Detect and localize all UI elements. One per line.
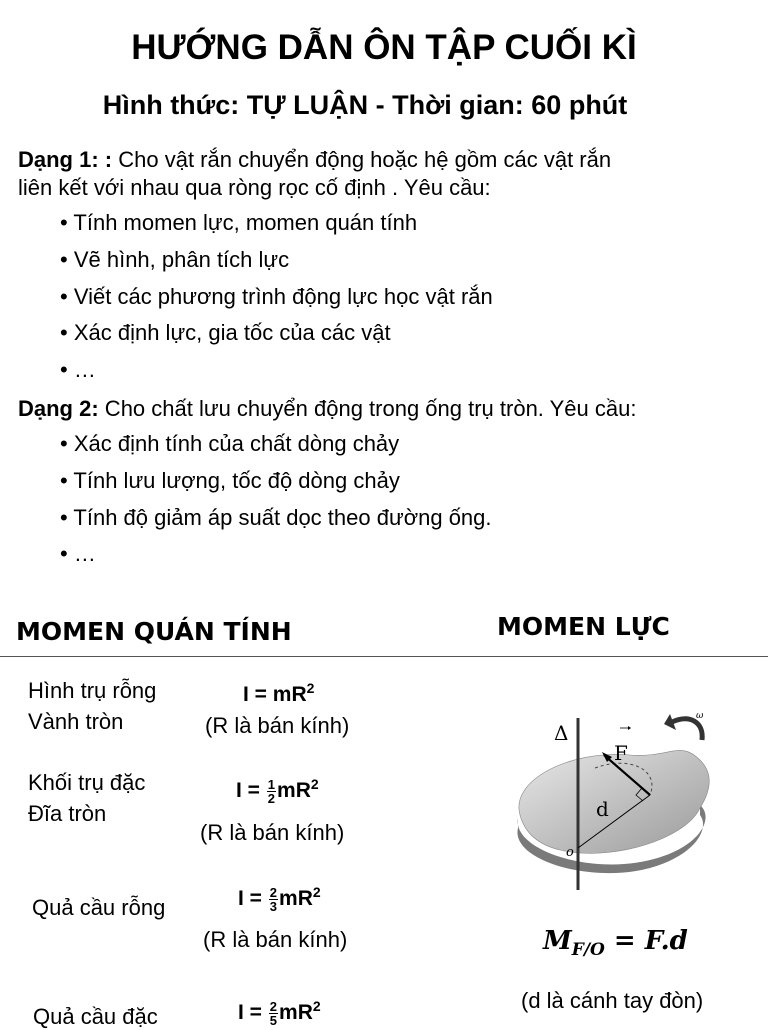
torque-diagram <box>500 700 730 900</box>
page-subtitle: Hình thức: TỰ LUẬN - Thời gian: 60 phút <box>102 90 628 120</box>
force-label: F <box>614 741 628 765</box>
torque-formula: $M_{F/O} = F.d$ <box>543 926 688 961</box>
inertia-shape: Hình trụ rỗng <box>28 678 157 703</box>
section-divider <box>0 656 768 657</box>
type1-item: • Viết các phương trình động lực học vật rắn <box>60 284 493 309</box>
type2-item-text: Tính lưu lượng, tốc độ dòng chảy <box>73 468 400 493</box>
inertia-formula: I = $\frac{2}{5}$ $mR^2$ <box>238 998 321 1028</box>
type1-item: • Tính momen lực, momen quán tính <box>60 210 418 235</box>
type1-text-line2: liên kết với nhau qua ròng rọc cố định . Yêu cầu: <box>18 175 491 200</box>
axis-label: Δ <box>554 721 569 745</box>
type2-item: • Xác định tính của chất dòng chảy <box>60 431 400 456</box>
fraction: $\frac{2}{3}$ <box>269 884 278 914</box>
type1-item-text: Vẽ hình, phân tích lực <box>73 247 290 272</box>
type2-item-text: … <box>73 541 96 566</box>
omega-rotation-arrow <box>672 719 702 740</box>
type2-intro <box>18 396 636 422</box>
inertia-shape: Vành tròn <box>28 709 124 734</box>
type1-intro-line1 <box>18 147 611 173</box>
type1-item-text: … <box>73 357 96 382</box>
type2-item: • … <box>60 541 96 566</box>
vector-arrow-tip <box>628 726 631 730</box>
inertia-note: (R là bán kính) <box>205 713 350 738</box>
type1-item-text: Viết các phương trình động lực học vật rắn <box>73 284 493 309</box>
type2-item: • Tính độ giảm áp suất dọc theo đường ống. <box>60 505 492 530</box>
type1-label: Dạng 1 <box>18 147 92 172</box>
type1-item: • Xác định lực, gia tốc của các vật <box>60 320 391 345</box>
inertia-shape: Khối trụ đặc <box>28 770 146 795</box>
inertia-shape: Quả cầu rỗng <box>32 895 166 920</box>
type2-item-text: Tính độ giảm áp suất dọc theo đường ống. <box>73 505 492 530</box>
inertia-note: (R là bán kính) <box>200 820 345 845</box>
arm-label: d <box>596 797 609 821</box>
page-title: HƯỚNG DẪN ÔN TẬP CUỐI KÌ <box>131 28 637 67</box>
type1-text-line1: Cho vật rắn chuyển động hoặc hệ gồm các vật rắn <box>112 147 612 172</box>
inertia-shape: Đĩa tròn <box>28 801 107 826</box>
torque-note: (d là cánh tay đòn) <box>521 988 704 1013</box>
type2-label: Dạng 2: <box>18 396 99 421</box>
fraction: $\frac{1}{2}$ <box>267 776 276 806</box>
type2-item-text: Xác định tính của chất dòng chảy <box>73 431 400 456</box>
inertia-formula: I = $\frac{2}{3}$ $mR^2$ <box>238 884 321 914</box>
omega-label: ω <box>696 711 704 721</box>
fraction: $\frac{2}{5}$ <box>269 998 278 1028</box>
type1-colon: : : <box>91 147 113 172</box>
type2-item: • Tính lưu lượng, tốc độ dòng chảy <box>60 468 400 493</box>
disk-top-shape <box>519 750 709 853</box>
torque-heading: MOMEN LỰC <box>497 612 670 641</box>
type1-item-text: Tính momen lực, momen quán tính <box>73 210 418 235</box>
inertia-note: (R là bán kính) <box>203 927 348 952</box>
type1-item-text: Xác định lực, gia tốc của các vật <box>73 320 391 345</box>
origin-label: o <box>566 845 574 860</box>
type1-item: • Vẽ hình, phân tích lực <box>60 247 290 272</box>
inertia-formula: I = $\frac{1}{2}$ $mR^2$ <box>236 776 319 806</box>
type1-item: • … <box>60 357 96 382</box>
type2-text: Cho chất lưu chuyển động trong ống trụ tròn. Yêu cầu: <box>98 396 637 421</box>
inertia-formula: $I = mR^2$ <box>243 680 315 706</box>
inertia-shape: Quả cầu đặc <box>33 1004 158 1029</box>
inertia-heading: MOMEN QUÁN TÍNH <box>16 617 292 646</box>
